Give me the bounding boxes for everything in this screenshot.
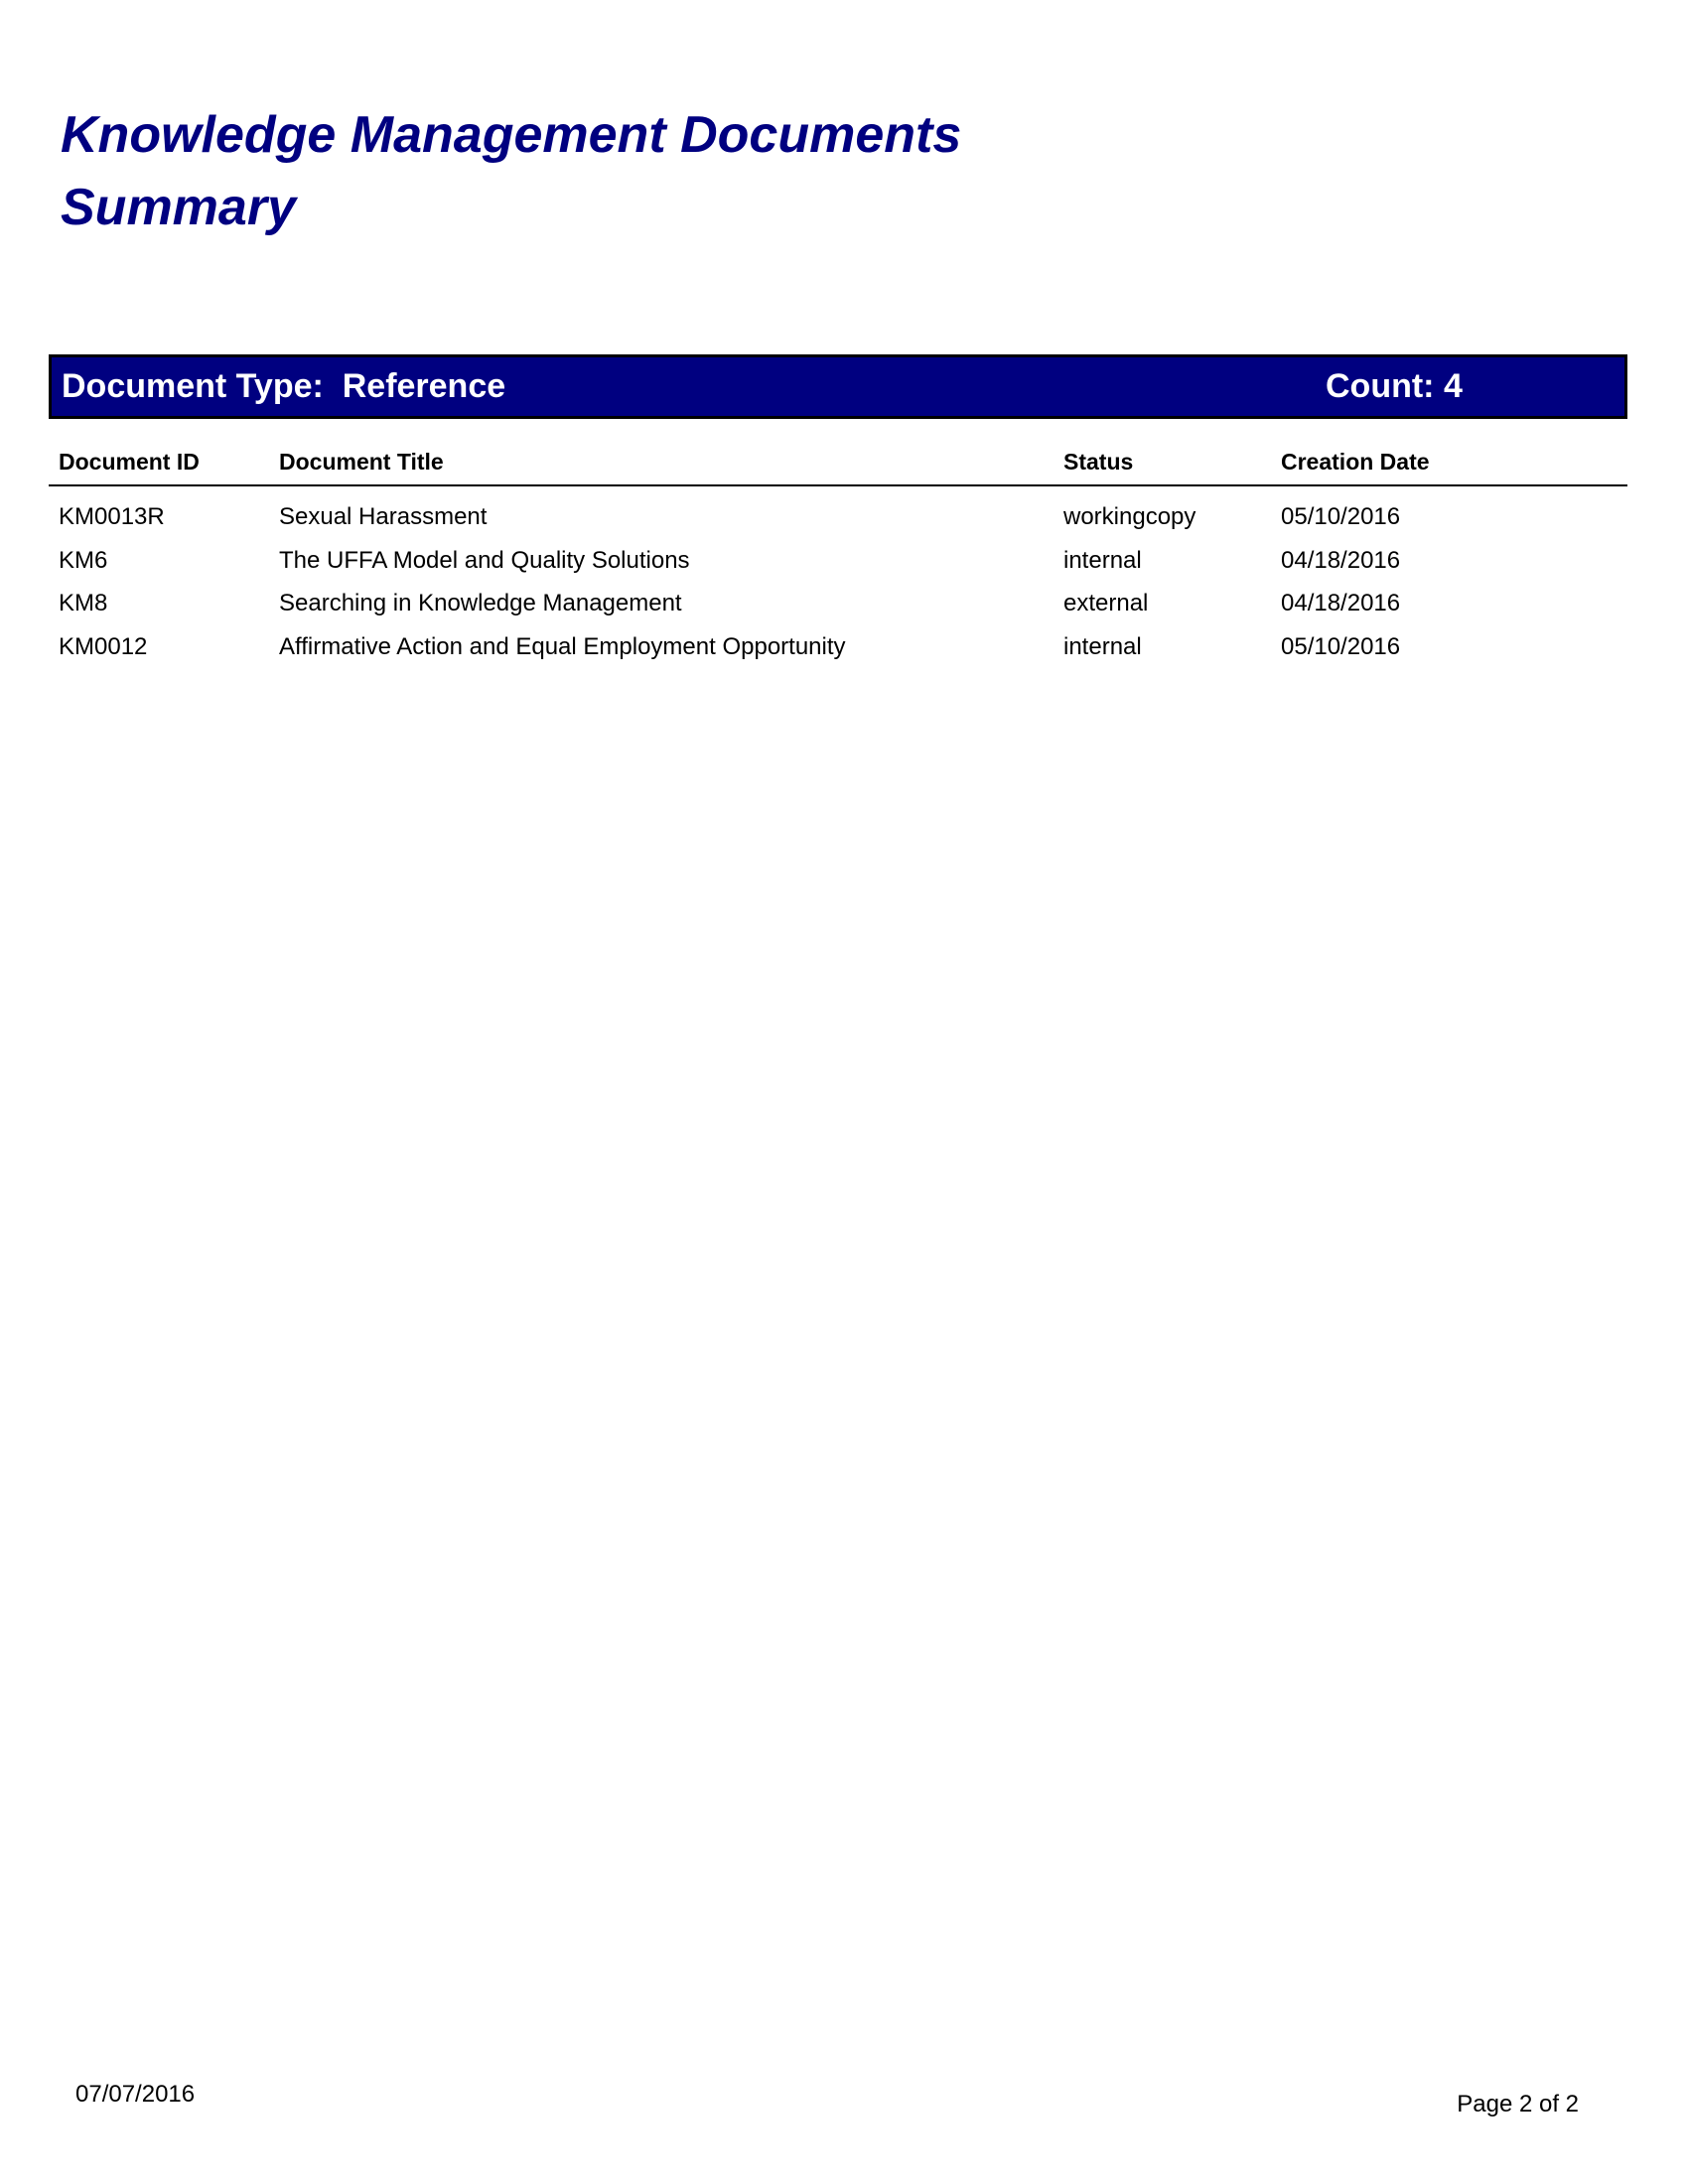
cell-document-id: KM6 (59, 546, 108, 574)
cell-status: internal (1063, 546, 1142, 574)
cell-document-title: Sexual Harassment (279, 503, 488, 530)
report-title (61, 99, 961, 244)
cell-status: internal (1063, 632, 1142, 660)
document-type-label: Document Type: Reference (62, 367, 506, 405)
footer-print-date: 07/07/2016 (75, 2081, 196, 2108)
column-header-document-title: Document Title (279, 449, 444, 475)
column-header-document-id: Document ID (59, 449, 200, 475)
table-row (49, 631, 1627, 675)
cell-creation-date: 05/10/2016 (1281, 632, 1401, 660)
group-header-band (49, 354, 1627, 419)
footer-page-number: Page 2 of 2 (1457, 2091, 1579, 2117)
cell-creation-date: 05/10/2016 (1281, 503, 1401, 530)
column-header-creation-date: Creation Date (1281, 449, 1430, 475)
table-row (49, 501, 1627, 545)
cell-document-id: KM0013R (59, 503, 165, 530)
table-row (49, 545, 1627, 589)
cell-status: workingcopy (1063, 503, 1196, 530)
report-title-line-2: Summary (61, 179, 296, 236)
report-title-line-1: Knowledge Management Documents (61, 106, 962, 164)
cell-document-id: KM0012 (59, 632, 148, 660)
cell-status: external (1063, 590, 1149, 616)
cell-document-title: Searching in Knowledge Management (279, 590, 682, 616)
documents-table-body (49, 501, 1627, 674)
cell-creation-date: 04/18/2016 (1281, 546, 1401, 574)
document-count-label: Count: 4 (1326, 367, 1463, 405)
column-header-row (49, 445, 1627, 486)
cell-creation-date: 04/18/2016 (1281, 590, 1401, 616)
cell-document-id: KM8 (59, 590, 108, 616)
table-row (49, 588, 1627, 631)
cell-document-title: The UFFA Model and Quality Solutions (279, 546, 690, 574)
cell-document-title: Affirmative Action and Equal Employment Opportunity (279, 632, 846, 660)
column-header-status: Status (1063, 449, 1134, 475)
